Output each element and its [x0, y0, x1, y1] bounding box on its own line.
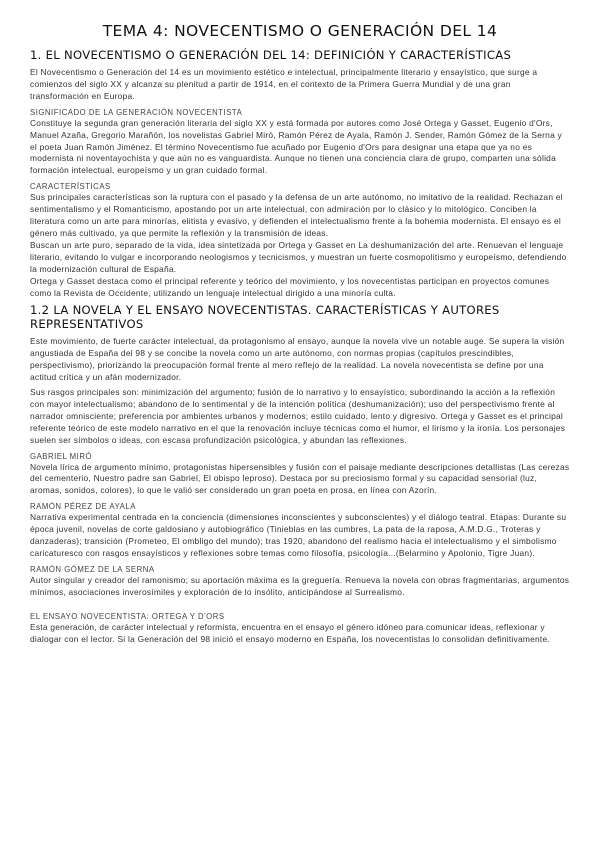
caracteristicas-label: CARACTERÍSTICAS — [30, 182, 111, 192]
significado-paragraph: Constituye la segunda gran generación literaria del siglo XX y está formada por autores como José Ortega y Gasset, Eugenio d'Ors, Manuel Azaña, Gregorio Marañón, los novelistas Gabriel Miró, Ramón Pérez de Ayala, Ramón J. Sender, Ramón Gómez de la Serna y el poeta Juan Ramón Jiménez. El término Novecentismo fue acuñado por Eugenio d'Ors para designar una etapa que ya no es modernista ni noventayochista y que aún no es vanguardista. Aunque no tienen una conciencia clara de grupo, comparten una sólida formación intelectual, europeísmo y un gran cuidado formal. — [30, 117, 562, 176]
author-heading-gomez-de-la-serna: RAMÓN GÓMEZ DE LA SERNA — [30, 564, 155, 574]
author-heading-miro: GABRIEL MIRÓ — [30, 451, 93, 461]
section2-paragraph: Este movimiento, de fuerte carácter intelectual, da protagonismo al ensayo, aunque la novela vive un notable auge. Se supera la visión angustiada de España del 98 y se concibe la novela como un arte autónomo, con normas propias (capítulos prescindibles, perspectivismo), priorizando la preocupación formal frente al mero reflejo de la realidad. La novela novecentista se define por una actitud crítica y un afán modernizador. — [30, 336, 565, 383]
caracteristicas-paragraph: Buscan un arte puro, separado de la vida, idea sintetizada por Ortega y Gasset en La deshumanización del arte. Renuevan el lenguaje literario, evitando lo vulgar e incorporando neologismos y tecnicismos, y muestran un fuerte cosmopolitismo y europeísmo, defendiendo la modernización cultural de España. — [30, 239, 567, 274]
author-text-perez-de-ayala: Narrativa experimental centrada en la conciencia (dimensiones inconscientes y subconscientes) y el diálogo teatral. Etapas: Durante su época juvenil, novelas de corte galdosiano y autobiográfico (Tinieblas en las cumbres, La pata de la raposa, A.M.D.G., Troteras y danzaderas); transición (Prometeo, El ombligo del mundo); tras 1920, abandono del realismo hacia el intelectualismo y el simbolismo caricaturesco con rasgos ensayísticos y reflexiones sobre temas como filosofía, psicología...(Belarmino y Apolonio, Tigre Juan). — [30, 512, 567, 558]
author-heading-perez-de-ayala: RAMÓN PÉREZ DE AYALA — [30, 502, 136, 512]
ensayo-label: EL ENSAYO NOVECENTISTA: ORTEGA Y D'ORS — [30, 611, 225, 621]
page-title: TEMA 4: NOVECENTISMO O GENERACIÓN DEL 14 — [102, 22, 498, 40]
section-heading-1: 1. EL NOVECENTISMO O GENERACIÓN DEL 14: DEFINICIÓN Y CARACTERÍSTICAS — [30, 48, 512, 62]
author-text-miro: Novela lírica de argumento mínimo, protagonistas hipersensibles y fusión con el paisaje mediante descripciones detallistas (Las cerezas del cementerio, Nuestro padre san Gabriel, El obispo leproso). Destaca por su preciosismo formal y su capacidad sensorial (luz, aromas, sonidos, colores), lo que le valió ser considerado un gran poeta en prosa, en línea con Azorín. — [30, 461, 570, 496]
caracteristicas-paragraph: Ortega y Gasset destaca como el principal referente y teórico del movimiento, y los novecentistas participan en proyectos comunes como la Revista de Occidente, utilizando un lenguaje intelectual dirigido a una minoría culta. — [30, 275, 550, 298]
section2-paragraph: Sus rasgos principales son: minimización del argumento; fusión de lo narrativo y lo ensayístico, subordinando la acción a la reflexión con mayor intelectualismo; abandono de lo sentimental y de la intención política (deshumanización); uso del perspectivismo frente al narrador omnisciente; preferencia por ambientes urbanos y modernos; estilo cuidado, lento y digresivo. Ortega y Gasset es el principal referente teórico de este modelo narrativo en el que la renovación incluye técnicas como el humor, el lirismo y la ironía. Los personajes suelen ser símbolos o ideas, con escasa profundización psicológica, y abundan las reflexiones. — [30, 387, 566, 445]
caracteristicas-paragraph: Sus principales características son la ruptura con el pasado y la defensa de un arte autónomo, no imitativo de la realidad. Rechazan el sentimentalismo y el Romanticismo, apostando por un arte intelectual, con admiración por lo clásico y lo mitológico. Conciben la literatura como un arte para minorías, elitista y evasivo, y defienden el intelectualismo frente a la bohemia modernista. El ensayo es el género más cultivado, ya que permite la reflexión y la transmisión de ideas. — [30, 192, 563, 238]
ensayo-paragraph: Esta generación, de carácter intelectual y reformista, encuentra en el ensayo el género idóneo para comunicar ideas, reflexionar y dialogar con el lector. Si la Generación del 98 inició el ensayo moderno en España, los novecentistas lo consolidan definitivamente. — [30, 621, 550, 644]
author-text-gomez-de-la-serna: Autor singular y creador del ramonismo; su aportación máxima es la greguería. Renueva la novela con obras fragmentarias, argumentos mínimos, asociaciones inverosímiles y exploración de lo insólito, anticipándose al Surrealismo. — [30, 574, 570, 597]
significado-label: SIGNIFICADO DE LA GENERACIÓN NOVECENTISTA — [30, 107, 243, 117]
section1-intro: El Novecentismo o Generación del 14 es un movimiento estético e intelectual, principalmente literario y ensayístico, que surge a comienzos del siglo XX y alcanza su plenitud a partir de 1914, en el contexto de la Primera Guerra Mundial y de una gran transformación en Europa. — [30, 67, 538, 101]
section-heading-2: 1.2 LA NOVELA Y EL ENSAYO NOVECENTISTAS. CARACTERÍSTICAS Y AUTORES REPRESENTATIVOS — [30, 303, 500, 332]
